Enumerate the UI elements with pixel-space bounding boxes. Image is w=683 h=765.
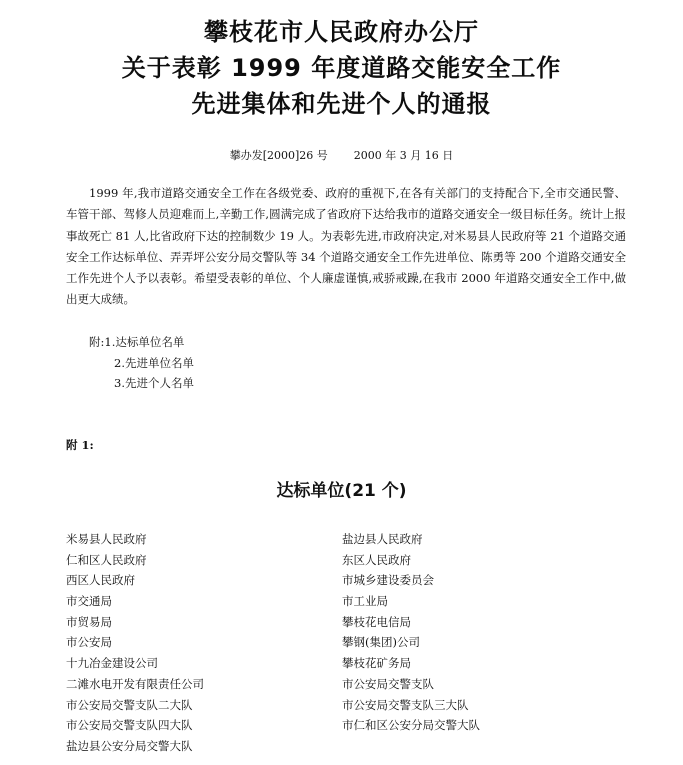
unit-column-right [342, 529, 622, 736]
list-item: 市仁和区公安分局交警大队 [342, 718, 480, 733]
list-item: 市公安局 [66, 635, 112, 650]
list-item: 东区人民政府 [342, 552, 411, 567]
title-line-3: 先进集体和先进个人的通报 [191, 90, 492, 118]
document-title [0, 14, 683, 122]
attachment-item: 2.先进单位名单 [114, 355, 194, 370]
list-item: 市贸易局 [66, 614, 112, 629]
list-item: 攀枝花矿务局 [342, 656, 411, 671]
list-item: 盐边县人民政府 [342, 532, 423, 546]
unit-column-left [66, 529, 326, 757]
document-reference [0, 148, 683, 164]
body-paragraph: 1999 年,我市道路交通安全工作在各级党委、政府的重视下,在各有关部门的支持配合下,全市交通民警、车管干部、驾修人员迎难而上,辛勤工作,圆满完成了省政府下达给我市的道路交通安全一级目标任务。统计上报事故死亡 81 人,比省政府下达的控制数少 19 人。为表彰先进,市政府决定,对米易县人民政府等 21 个道路交通安全工作达标单位、弄弄坪公安分局交警队等 34 个道路交通安全工作先进单位、陈勇等 200 个道路交通安全工作先进个人予以表彰。希望受表彰的单位、个人廉虚谨慎,戒骄戒躁,在我市 2000 年道路交通安全工作中,做出更大成绩。 [66, 186, 626, 307]
list-item: 市公安局交警支队四大队 [66, 718, 193, 733]
list-item: 米易县人民政府 [66, 532, 147, 546]
list-item: 二滩水电开发有限责任公司 [66, 676, 204, 691]
list-item: 攀枝花电信局 [342, 614, 411, 629]
title-line-1: 攀枝花市人民政府办公厅 [204, 18, 479, 46]
list-item: 市公安局交警支队 [342, 676, 434, 691]
list-item: 西区人民政府 [66, 573, 135, 588]
attachment-item: 附:1.达标单位名单 [89, 335, 185, 349]
title-line-2: 关于表彰 1999 年度道路交能安全工作 [121, 54, 562, 82]
attachment-list [66, 332, 366, 394]
list-item: 十九冶金建设公司 [66, 656, 158, 671]
list-item: 攀钢(集团)公司 [342, 635, 420, 650]
list-item: 市工业局 [342, 594, 388, 609]
list-item: 盐边县公安分局交警大队 [66, 738, 193, 753]
list-item: 市交通局 [66, 594, 112, 609]
attachment-item: 3.先进个人名单 [114, 376, 194, 391]
doc-number: 攀办发[2000]26 号 [229, 149, 328, 162]
list-item: 市城乡建设委员会 [342, 573, 434, 588]
list-item: 市公安局交警支队二大队 [66, 697, 193, 712]
doc-date: 2000 年 3 月 16 日 [353, 149, 454, 162]
section-title: 达标单位(21 个) [276, 481, 407, 501]
annex-label: 附 1: [66, 438, 94, 452]
list-item: 仁和区人民政府 [66, 552, 147, 567]
list-item: 市公安局交警支队三大队 [342, 697, 469, 712]
